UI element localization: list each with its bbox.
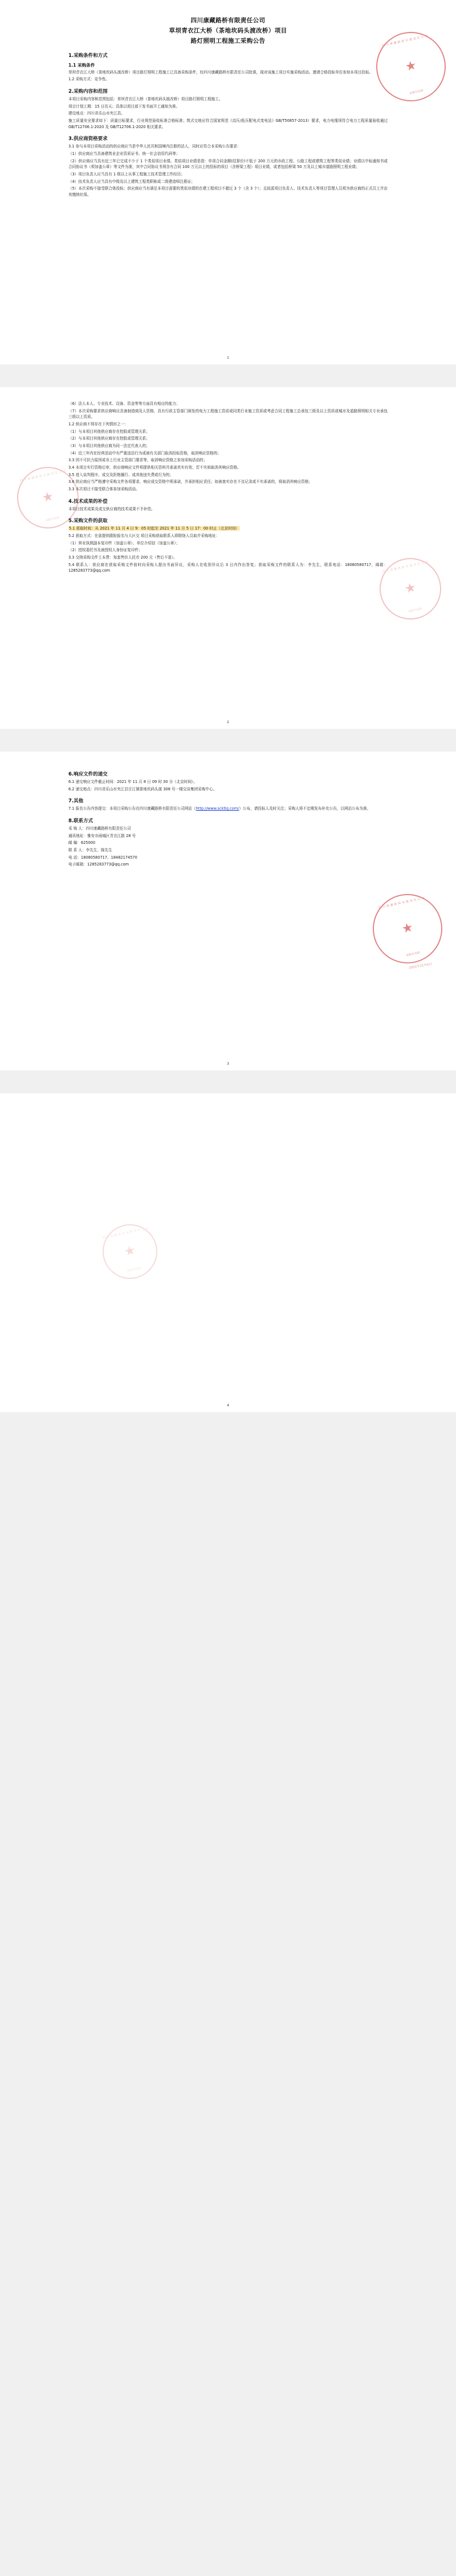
contact-row [68,855,388,861]
section-3-item-2: （2）供应商应当具有近三年已完成不少于 1 个类似项目业绩。类似项目业绩是指：单项合同金额(结算价)不低于 200 万元的市政工程、公路工程或建筑工程等类似业绩；业绩以中标通知书或合同协议书（须加盖公章）等文件为准，其中合同协议书须含有合同 100 万元以上的投标的项目（含桥梁工程）项目业绩，或者包括桥梁 50 万及以上城市道路照明工程业绩； [68,158,388,170]
star-icon: ★ [403,580,418,597]
page-3 [0,752,456,1070]
contact-value: 雅安市雨城区青衣江路 28 号 [87,833,136,838]
contact-label: 通讯地址： [68,833,87,838]
seal-bottom-text: 采购专用章 [408,607,422,614]
section-3b-item-34: 3.4 本项目实行资格后审，供应商响应文件须提供相关资料并承诺真实有效；若不实则取消其响应资格。 [68,465,241,470]
star-icon: ★ [404,58,418,75]
section-3-item-4: （4）技术负责人应当具有中级及以上建筑工程类职称或二级建造师注册证； [68,179,195,184]
page-gap [0,364,456,387]
page-2 [0,387,456,729]
page-number: 4 [227,1404,229,1408]
section-8-heading: 8.联系方式 [68,818,93,825]
section-7-1-prefix: 7.1 报名公告内容提交：本项目采购公告在四川康藏路桥有限责任公司网站（ [68,806,196,811]
page-4 [0,1093,456,1412]
star-icon: ★ [123,1243,137,1260]
section-3b-list-1: （1）与本项目其他供应商存在控股或管理关系； [68,429,150,434]
section-6-2-address: 6.2 递交地点：四川省乐山市夹江县甘江镇茶地坎码头渡 308 号一楼交谈集团采购中心。 [68,786,217,791]
star-icon: ★ [400,920,415,937]
section-2-duration: 项目计划工期：15 日历天；具体以项目部下发书面开工通知为准。 [68,104,180,109]
contact-label: 采 购 人： [68,826,86,831]
contact-label: 电子邮箱： [68,862,87,867]
contact-row [68,840,388,846]
section-7-heading: 7.其他 [68,798,84,805]
section-2-quality: 施工质量安全要求如下：质量目标要求，行业规范验收标准合格标准；筑式交地应符合国家规范《高压/低压配电式变电站》GB/T50857-2013）要求，电力电缆项符合电力工程质量验收通过 GB/T12706.1-2020 及 GB/T12706.1-2020 相关要求。 [68,118,388,129]
seal-bottom-text: 采购专用章 [126,1266,141,1273]
title-line-2: 草坝青衣江大桥（茶地坎码头渡改桥）项目 [169,27,287,34]
company-seal-signature [367,888,449,970]
seal-top-text: 四川康藏路桥有限责任公司 [102,1227,150,1240]
section-5-2-item-1: （1）营业执照副本复印件（加盖公章）、单位介绍信（加盖公章）； [68,540,180,545]
section-3-intro: 3.1 参与本项目采购活动的供应商应当是中华人民共和国境内注册的法人，同时应符合本采购公告要求： [68,144,241,149]
company-website-link[interactable]: http://www.scktlq.com/ [196,806,239,811]
page-gap [0,729,456,752]
section-5-2-method: 5.2 获取方式：在需提供跟踪报名与大区交 项目采购获取联系人即联络人员取并采购地址： [68,534,220,539]
section-5-2-item-2: （2）授权委托书及被授权人身份证复印件； [68,548,142,553]
seal-date: 2021年11月4日 [408,962,433,970]
section-3b-item-37: 3.3 本次项目不接受联合体参加采购活动。 [68,487,140,492]
contact-value: 1285283773@qq.com [87,862,129,867]
page-number: 2 [227,720,229,724]
page-title [68,16,388,47]
section-3-item-3: （3）项目负责人应当具有 1 级以上从事工程施工技术管理工作经历； [68,171,185,177]
section-5-1-time [68,526,388,532]
section-5-4-contact: 5.4 联系人：供应商在获取采购文件前时向采购人提出书面异议，采购人在收到异议后 3 日内作出答复；获取采购文件的联系人为：李先生，联系电话：18080580717，邮箱：1285283773@qq.com [68,562,388,573]
title-line-1: 四川康藏路桥有限责任公司 [190,17,266,24]
title-line-3: 路灯照明工程施工采购公告 [190,37,266,44]
page-gap [0,1070,456,1093]
company-seal-ghost [97,1219,162,1284]
section-1-1-heading: 1.1 采购条件 [68,62,95,68]
seal-top-text: 四川康藏路桥有限责任公司 [19,469,67,483]
seal-top-text: 四川康藏路桥有限责任公司 [381,34,430,48]
section-2-heading: 2.采购内容和范围 [68,88,108,95]
section-3b-item-7: （7）本次采购要求供应商响应具备制造商及人资格、具有行政主管部门颁发的电力工程施工资质或同类行业施工资质或考虑合同工程施工总承包三级及以上资质或城市及道路照明相关专业承包三级以上资质。 [68,408,388,420]
page-number: 1 [227,356,229,360]
section-3b-list-2: （2）与本项目其他供应商存在控股或管理关系； [68,436,150,441]
section-5-3-fee: 3.3 交纳采购文件工本费：每套售价人民币 200 元（售后不退）。 [68,555,177,560]
contact-row [68,862,388,868]
section-3b-list-intro: 1.2 供应商不得存在下列情形之一： [68,422,128,427]
section-2-location: 建设地点：四川省乐山市夹江县。 [68,111,125,116]
section-2-scope: 本项目采购内容和范围包括：草坝青衣江大桥（茶地坎码头渡改桥）项目路灯照明工程施工。 [68,96,223,101]
contact-label: 邮 编： [68,840,81,846]
section-3-heading: 3.供应商资格要求 [68,136,108,142]
section-4-heading: 4.技术成果的补偿 [68,498,108,504]
contact-label: 联 系 人： [68,848,86,853]
section-7-1-suffix: ）公布，请投标人及时关注；采购人将不定期发布补充公告，以网站公布为准。 [239,806,371,811]
seal-top-text: 四川康藏路桥有限责任公司 [382,560,430,574]
seal-bottom-text: 采购专用章 [405,951,421,958]
contact-row [68,833,388,839]
contact-row [68,847,388,854]
contact-value: 李先生、陈先生 [85,848,112,853]
section-4-text: 本项目技术成果及成交供应商的技术成果不予补偿。 [68,506,155,511]
section-3b-list-4: （4）近三年内在经营活动中有严重违法行为或被有关部门取消投标资格，取消响应资格的； [68,450,221,456]
section-3b-list-3: （3）与本项目其他供应商为同一法定代表人的； [68,444,150,449]
contact-value: 四川康藏路桥有限责任公司 [85,826,131,831]
seal-bottom-text: 采购专用章 [409,89,424,96]
section-7-1-text [68,806,388,812]
section-1-2-text: 1.2 采购方式：竞争性。 [68,77,109,82]
page-1 [0,0,456,364]
section-5-heading: 5.采购文件的获取 [68,518,108,524]
section-6-1-deadline: 6.1 递交响应文件截止时间：2021 年 11 月 8 日 09 时 30 分（北京时间）。 [68,780,197,784]
section-6-heading: 6.响应文件的递交 [68,772,108,777]
section-3b-item-36: 3.6 供应商应当严格遵守采购文件各项要求，响应成交资格中须承诺，并承担相应责任；如被查实存在不良记录或不实承诺的，将取消其响应资格； [68,479,312,485]
section-1-heading: 1.采购条件和方式 [68,52,108,59]
section-3-item-1: （1）供应商应当具备建筑业企业资质证书、统一社会信用代码等； [68,151,180,156]
section-1-1-text: 草坝青衣江大桥（茶地坎码头渡改桥）项目路灯照明工程施工已具备采购条件，经四川康藏路桥有限责任公司批准，现对该施工项目实施采购活动。邀请合格投标单位参加本项目投标。 [68,69,373,75]
seal-bottom-text: 采购专用章 [45,516,60,523]
section-3b-item-35: 3.5 进入谈判程序、成交及拒绝履行、成其他违失费或行为的； [68,472,174,477]
contact-row [68,826,388,832]
section-3-item-5: （5）本次采购不接受联合体投标；供应商应当有满足本项目需要的类似业绩的在建工程项目不超过 3 个（含 3 个）；且拟派项目负责人、技术负责人等项目管理人员须为供应商的正式员工并由其缴纳社保。 [68,186,388,197]
acquire-time-highlight: 5.1 获取时间：从 2021 年 11 月 4 日 9：05 时起至 2021 年 11 月 5 日 17：00 时止（北京时间） [69,526,240,531]
star-icon: ★ [40,489,55,506]
section-3b-item-6: （6）法人本人、专业技术、设备、资金等等方面具有相应的能力； [68,401,180,406]
contact-label: 电 话： [68,855,81,860]
contact-value: 625000 [80,840,96,846]
seal-top-text: 四川康藏路桥有限责任公司 [378,896,426,910]
section-3b-item-33: 3.3 因不可抗力原因或非上行业主管部门要求等，取消响应资格之参加采购活动的； [68,458,207,463]
page-number: 3 [227,1062,229,1066]
contact-value: 18080580717、18482174570 [80,855,137,860]
